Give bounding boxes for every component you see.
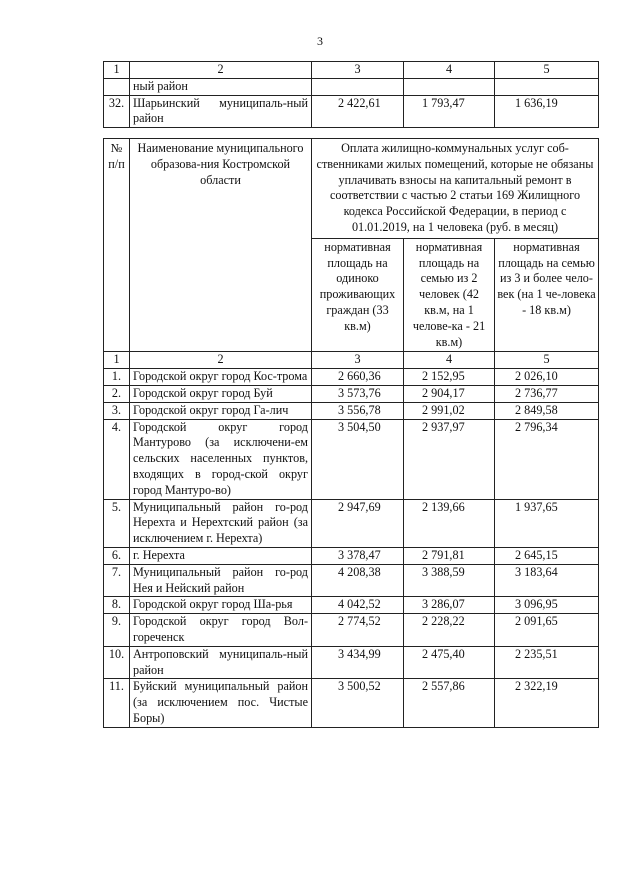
column-number: 1 bbox=[104, 62, 130, 79]
value-single: 2 947,69 bbox=[312, 499, 404, 547]
row-number bbox=[104, 78, 130, 95]
municipality-name: ный район bbox=[130, 78, 312, 95]
municipality-name: Городской округ город Ша-рья bbox=[130, 597, 312, 614]
table-row bbox=[104, 597, 599, 614]
value-single: 3 500,52 bbox=[312, 679, 404, 727]
municipality-name: Буйский муниципальный район (за исключением пос. Чистые Боры) bbox=[130, 679, 312, 727]
row-number: 6. bbox=[104, 547, 130, 564]
column-number: 1 bbox=[104, 352, 130, 369]
value-family-2: 2 904,17 bbox=[404, 385, 495, 402]
value-family-2: 2 139,66 bbox=[404, 499, 495, 547]
value-family-2: 2 937,97 bbox=[404, 419, 495, 499]
column-number: 5 bbox=[495, 62, 599, 79]
value-family-3: 2 849,58 bbox=[495, 402, 599, 419]
municipality-name: Городской округ город Вол-гореченск bbox=[130, 614, 312, 647]
table-row bbox=[104, 369, 599, 386]
table-row bbox=[104, 547, 599, 564]
table-row bbox=[104, 78, 599, 95]
table-row bbox=[104, 679, 599, 727]
municipality-name: г. Нерехта bbox=[130, 547, 312, 564]
row-number: 2. bbox=[104, 385, 130, 402]
header-name: Наименование муниципального образова-ния Костромской области bbox=[130, 139, 312, 352]
value-single: 3 556,78 bbox=[312, 402, 404, 419]
row-number: 10. bbox=[104, 646, 130, 679]
value-family-2: 2 475,40 bbox=[404, 646, 495, 679]
table-row bbox=[104, 95, 599, 128]
municipality-name: Городской округ город Мантурово (за исключени-ем сельских населенных пунктов, входящих в город-ской округ город Мантуро-во) bbox=[130, 419, 312, 499]
value-single: 4 208,38 bbox=[312, 564, 404, 597]
value-single: 2 422,61 bbox=[312, 95, 404, 128]
value-single: 3 434,99 bbox=[312, 646, 404, 679]
value-single: 2 774,52 bbox=[312, 614, 404, 647]
municipality-name: Муниципальный район го-род Нея и Нейский район bbox=[130, 564, 312, 597]
value-family-3: 3 183,64 bbox=[495, 564, 599, 597]
municipality-name: Антроповский муниципаль-ный район bbox=[130, 646, 312, 679]
header-payment: Оплата жилищно-коммунальных услуг соб-ственниками жилых помещений, которые не обязаны уплачивать взносы на капитальный ремонт в соответствии с частью 2 статьи 169 Жилищного кодекса Российской Федерации, в период с 01.01.2019, на 1 человека (руб. в месяц) bbox=[312, 139, 599, 239]
value-family-3: 2 091,65 bbox=[495, 614, 599, 647]
table-row bbox=[104, 646, 599, 679]
row-number: 5. bbox=[104, 499, 130, 547]
column-number-row bbox=[104, 62, 599, 79]
municipality-name: Шарьинский муниципаль-ный район bbox=[130, 95, 312, 128]
value-family-3 bbox=[495, 78, 599, 95]
row-number: 11. bbox=[104, 679, 130, 727]
municipality-name: Городской округ город Буй bbox=[130, 385, 312, 402]
value-family-2: 1 793,47 bbox=[404, 95, 495, 128]
value-single: 4 042,52 bbox=[312, 597, 404, 614]
value-family-2 bbox=[404, 78, 495, 95]
value-single bbox=[312, 78, 404, 95]
column-number: 2 bbox=[130, 62, 312, 79]
table-row bbox=[104, 419, 599, 499]
header-number: № п/п bbox=[104, 139, 130, 352]
value-family-3: 2 645,15 bbox=[495, 547, 599, 564]
value-family-3: 1 937,65 bbox=[495, 499, 599, 547]
municipality-name: Городской округ город Кос-трома bbox=[130, 369, 312, 386]
row-number: 32. bbox=[104, 95, 130, 128]
value-single: 3 504,50 bbox=[312, 419, 404, 499]
value-single: 3 573,76 bbox=[312, 385, 404, 402]
municipality-name: Городской округ город Га-лич bbox=[130, 402, 312, 419]
value-family-3: 2 796,34 bbox=[495, 419, 599, 499]
payment-table bbox=[103, 138, 599, 728]
column-number: 5 bbox=[495, 352, 599, 369]
value-family-3: 2 322,19 bbox=[495, 679, 599, 727]
value-family-2: 3 388,59 bbox=[404, 564, 495, 597]
value-family-3: 2 235,51 bbox=[495, 646, 599, 679]
table-row bbox=[104, 385, 599, 402]
column-number-row bbox=[104, 352, 599, 369]
value-family-3: 1 636,19 bbox=[495, 95, 599, 128]
value-family-3: 2 026,10 bbox=[495, 369, 599, 386]
subheader-family-2: нормативная площадь на семью из 2 человек (42 кв.м, на 1 челове-ка - 21 кв.м) bbox=[404, 238, 495, 352]
row-number: 4. bbox=[104, 419, 130, 499]
column-number: 2 bbox=[130, 352, 312, 369]
value-single: 3 378,47 bbox=[312, 547, 404, 564]
value-family-2: 2 791,81 bbox=[404, 547, 495, 564]
column-number: 4 bbox=[404, 352, 495, 369]
column-number: 3 bbox=[312, 352, 404, 369]
value-single: 2 660,36 bbox=[312, 369, 404, 386]
column-number: 4 bbox=[404, 62, 495, 79]
value-family-2: 3 286,07 bbox=[404, 597, 495, 614]
continuation-table bbox=[103, 61, 599, 128]
value-family-2: 2 991,02 bbox=[404, 402, 495, 419]
value-family-2: 2 152,95 bbox=[404, 369, 495, 386]
column-number: 3 bbox=[312, 62, 404, 79]
subheader-single: нормативная площадь на одиноко проживающих граждан (33 кв.м) bbox=[312, 238, 404, 352]
table-row bbox=[104, 499, 599, 547]
row-number: 3. bbox=[104, 402, 130, 419]
row-number: 8. bbox=[104, 597, 130, 614]
subheader-family-3: нормативная площадь на семью из 3 и более чело-век (на 1 че-ловека - 18 кв.м) bbox=[495, 238, 599, 352]
table-header-row bbox=[104, 139, 599, 239]
value-family-2: 2 228,22 bbox=[404, 614, 495, 647]
row-number: 9. bbox=[104, 614, 130, 647]
row-number: 7. bbox=[104, 564, 130, 597]
table-row bbox=[104, 402, 599, 419]
row-number: 1. bbox=[104, 369, 130, 386]
value-family-3: 2 736,77 bbox=[495, 385, 599, 402]
page-number: 3 bbox=[317, 34, 323, 48]
municipality-name: Муниципальный район го-род Нерехта и Нерехтский район (за исключением г. Нерехта) bbox=[130, 499, 312, 547]
value-family-3: 3 096,95 bbox=[495, 597, 599, 614]
value-family-2: 2 557,86 bbox=[404, 679, 495, 727]
table-row bbox=[104, 564, 599, 597]
table-row bbox=[104, 614, 599, 647]
